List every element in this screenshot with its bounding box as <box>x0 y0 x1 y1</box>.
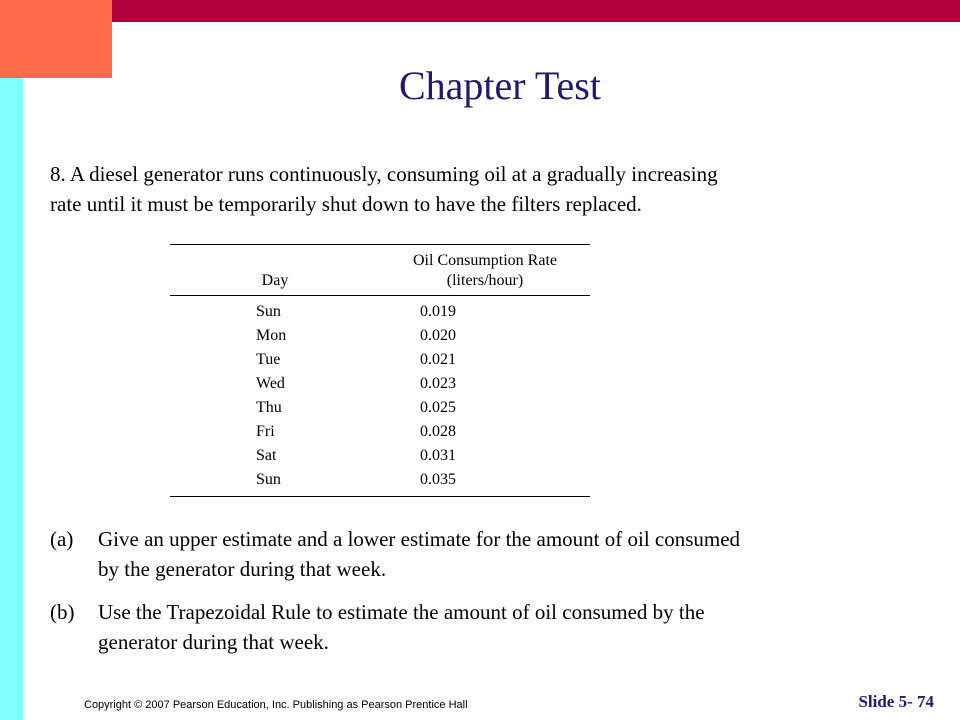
table-row <box>170 296 590 325</box>
table-row <box>170 372 590 396</box>
table-cell-day: Fri <box>256 423 275 440</box>
table-cell-rate: 0.025 <box>420 399 456 416</box>
table-cell-rate: 0.021 <box>420 351 456 368</box>
header-rate-label: Oil Consumption Rate <box>413 252 557 269</box>
table-cell-rate: 0.028 <box>420 423 456 440</box>
table-row <box>170 468 590 497</box>
slide-title: Chapter Test <box>399 63 601 108</box>
header-rate <box>380 245 590 296</box>
table-header-row <box>170 245 590 296</box>
question-a-text: Give an upper estimate and a lower estimate for the amount of oil consumed by the generator during that week. <box>98 527 741 581</box>
table-cell-day: Tue <box>256 351 281 368</box>
table-cell-rate: 0.020 <box>420 327 456 344</box>
question-b-label: (b) <box>50 600 75 624</box>
table-cell-rate: 0.019 <box>420 303 456 320</box>
table-cell-rate: 0.031 <box>420 447 456 464</box>
table-body <box>170 296 590 497</box>
oil-consumption-table <box>170 244 590 497</box>
question-b <box>50 598 750 657</box>
table-cell-rate: 0.023 <box>420 375 456 392</box>
table-row <box>170 420 590 444</box>
table-row <box>170 324 590 348</box>
table-row <box>170 348 590 372</box>
table-row <box>170 396 590 420</box>
question-b-text: Use the Trapezoidal Rule to estimate the amount of oil consumed by the generator during that week. <box>98 600 705 654</box>
table-cell-day: Thu <box>256 399 282 416</box>
table-cell-rate: 0.035 <box>380 468 590 497</box>
problem-statement: 8. A diesel generator runs continuously, consuming oil at a gradually increasing rate until it must be temporarily shut down to have the filters replaced. <box>50 162 718 216</box>
table-cell-day: Sun <box>256 303 281 320</box>
copyright-notice: Copyright © 2007 Pearson Education, Inc. Publishing as Pearson Prentice Hall <box>84 699 468 711</box>
table-row <box>170 444 590 468</box>
header-day <box>170 245 380 296</box>
slide-number: Slide 5- 74 <box>858 692 934 711</box>
header-day-label: Day <box>261 272 289 289</box>
header-rate-unit: (liters/hour) <box>446 272 524 289</box>
table-cell-day: Mon <box>256 327 287 344</box>
question-a <box>50 525 750 584</box>
question-a-label: (a) <box>50 527 74 551</box>
table-cell-day: Sun <box>170 468 380 497</box>
top-accent-bar <box>112 0 960 22</box>
table-cell-day: Wed <box>256 375 285 392</box>
table-cell-day: Sat <box>256 447 277 464</box>
